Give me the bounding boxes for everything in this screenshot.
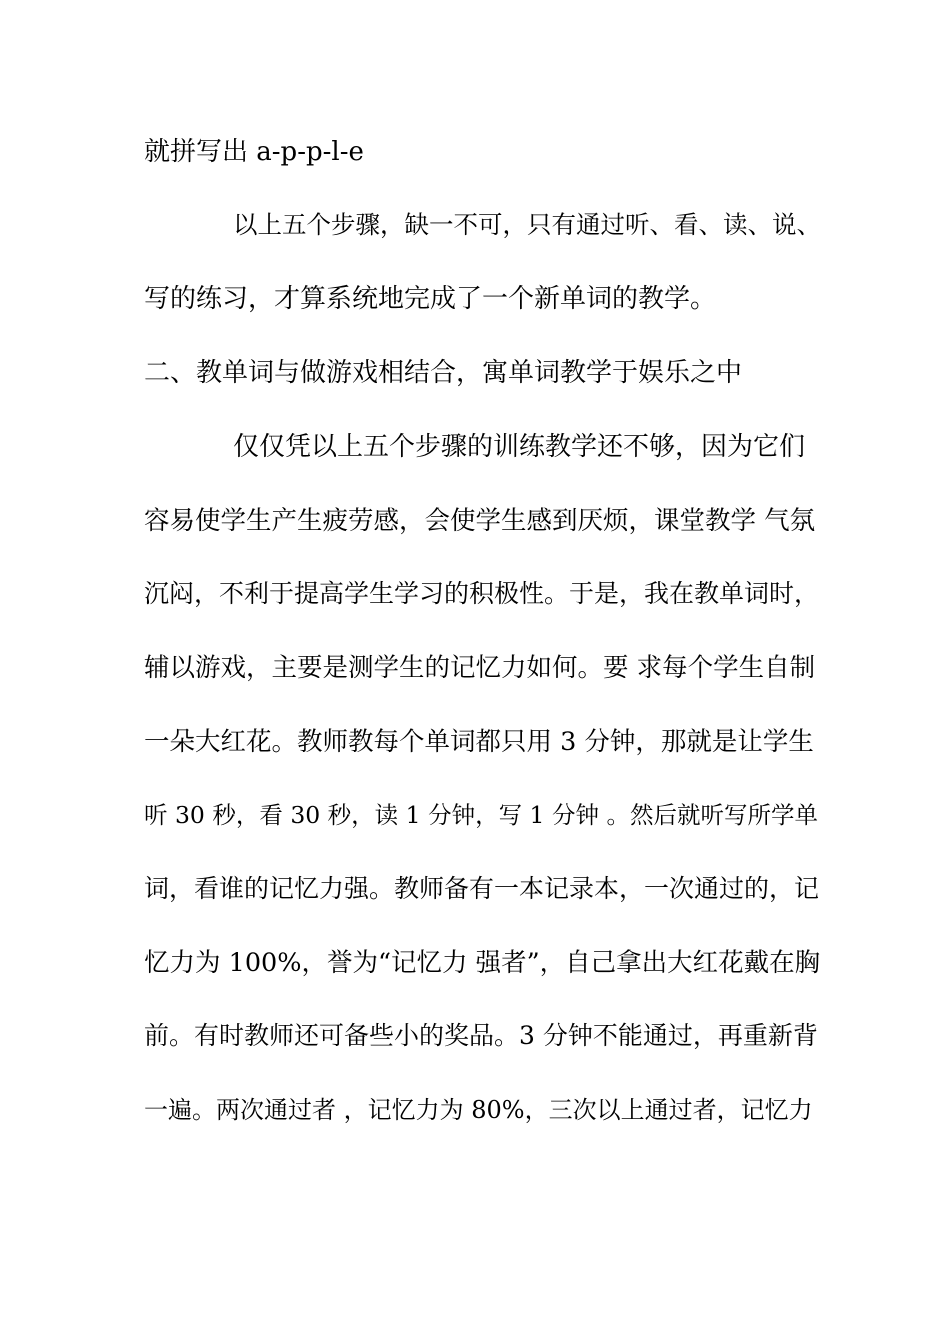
text-line-10: 听 30 秒，看 30 秒，读 1 分钟，写 1 分钟 。然后就听写所学单 — [144, 801, 818, 829]
text-line-6: 容易使学生产生疲劳感，会使学生感到厌烦，课堂教学 气氛 — [144, 506, 816, 536]
text-line-3: 写的练习，才算系统地完成了一个新单词的教学。 — [144, 284, 717, 314]
text-line-5: 仅仅凭以上五个步骤的训练教学还不够，因为它们 — [233, 432, 806, 462]
text-line-9: 一朵大红花。教师教每个单词都只用 3 分钟，那就是让学生 — [144, 727, 814, 757]
text-line-7: 沉闷，不利于提高学生学习的积极性。于是，我在教单词时， — [144, 579, 820, 608]
text-line-11: 词，看谁的记忆力强。教师备有一本记录本，一次通过的，记 — [144, 874, 820, 903]
section-heading: 二、教单词与做游戏相结合，寓单词教学于娱乐之中 — [144, 358, 743, 388]
text-line-13: 前。有时教师还可备些小的奖品。3 分钟不能通过，再重新背 — [144, 1021, 818, 1050]
text-line-1: 就拼写出 a-p-p-l-e — [144, 137, 364, 167]
text-line-8: 辅以游戏，主要是测学生的记忆力如何。要 求每个学生自制 — [144, 653, 816, 683]
text-line-2: 以上五个步骤，缺一不可，只有通过听、看、读、说、 — [233, 210, 821, 239]
text-line-12: 忆力为 100%，誉为“记忆力 强者”，自己拿出大红花戴在胸 — [144, 948, 821, 978]
text-line-14: 一遍。两次通过者 ，记忆力为 80%，三次以上通过者，记忆力 — [144, 1096, 813, 1124]
